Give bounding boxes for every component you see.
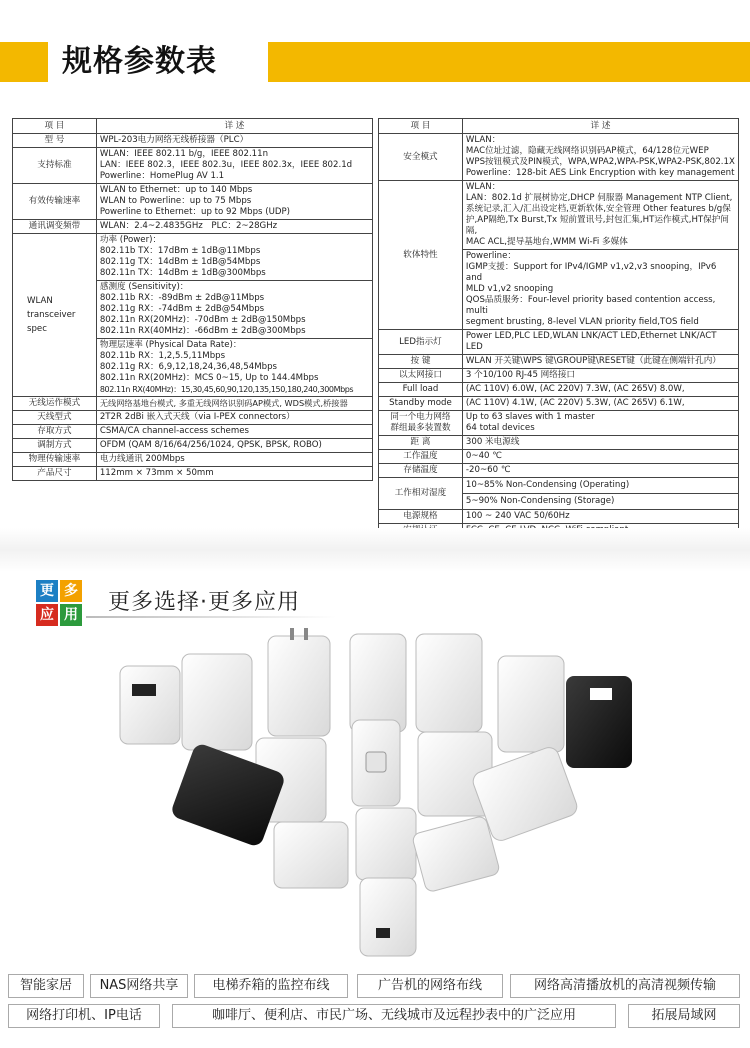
section-title: 更多选择·更多应用 xyxy=(108,590,300,615)
row-value xyxy=(96,184,372,220)
row-label: 调制方式 xyxy=(13,439,97,453)
spec-table-left xyxy=(12,118,373,481)
header-bar-right xyxy=(268,42,750,82)
table-row xyxy=(379,478,739,510)
tag: 网络高清播放机的高清视频传输 xyxy=(510,974,740,998)
device-adapter xyxy=(498,656,564,752)
col-detail: 详 述 xyxy=(96,119,372,134)
label-line: transceiver xyxy=(27,310,76,320)
more-apps-badge xyxy=(36,580,84,626)
device-adapter-black xyxy=(566,676,632,768)
table-row xyxy=(13,234,373,281)
row-label: 安全模式 xyxy=(379,134,463,181)
table-row xyxy=(379,383,739,397)
value-line: LAN：802.1d 扩展树协定,DHCP 伺服器 Management NTP Client, xyxy=(465,193,733,203)
table-row xyxy=(13,397,373,411)
table-row xyxy=(379,355,739,369)
row-label: 距 离 xyxy=(379,436,463,450)
device-adapter xyxy=(360,878,416,956)
value-line: 802.11n TX：14dBm ± 1dB@300Mbps xyxy=(99,268,266,278)
title-underline xyxy=(86,616,336,618)
row-value xyxy=(462,478,738,510)
value-line: 64 total devices xyxy=(465,423,535,433)
product-photo xyxy=(100,628,650,958)
row-value xyxy=(462,134,738,181)
value-line: 802.11g RX：-74dBm ± 2dB@54Mbps xyxy=(99,304,265,314)
row-value: (AC 110V) 6.0W, (AC 220V) 7.3W, (AC 265V) 8.0W, xyxy=(462,383,738,397)
table-row xyxy=(379,134,739,181)
table-row xyxy=(13,148,373,184)
badge-cell: 应 xyxy=(36,604,58,626)
tag: 咖啡厅、便利店、市民广场、无线城市及远程抄表中的广泛应用 xyxy=(172,1004,616,1028)
value-line: Powerline： xyxy=(465,251,517,261)
table-row xyxy=(379,369,739,383)
row-value xyxy=(462,250,738,330)
value-line: 802.11n RX(40MHz)：15,30,45,60,90,120,135,150,180,240,300Mbps xyxy=(99,385,354,394)
row-value: CSMA/CA channel-access schemes xyxy=(96,425,372,439)
row-label: 产品尺寸 xyxy=(13,467,97,481)
value-line: QOS品质服务：Four-level priority based contention access, multi xyxy=(465,295,716,316)
table-row xyxy=(379,330,739,355)
row-label: 型 号 xyxy=(13,134,97,148)
table-row xyxy=(13,453,373,467)
table-row xyxy=(379,510,739,524)
value-line: 物理层速率 (Physical Data Rate)： xyxy=(99,340,242,350)
table-row xyxy=(13,220,373,234)
table-row xyxy=(13,411,373,425)
value-line: 5~90% Non-Condensing (Storage) xyxy=(465,496,615,506)
label-line: WLAN xyxy=(27,296,53,306)
row-label: 按 键 xyxy=(379,355,463,369)
table-header-row xyxy=(379,119,739,134)
value-line: WLAN to Ethernet：up to 140 Mbps xyxy=(99,185,253,195)
tag: NAS网络共享 xyxy=(90,974,188,998)
device-adapter xyxy=(268,628,330,736)
device-adapter xyxy=(182,654,252,750)
value-line: WPS按钮模式及PIN模式，WPA,WPA2,WPA-PSK,WPA2-PSK,802.1X xyxy=(465,157,735,167)
table-header-row xyxy=(13,119,373,134)
tag: 广告机的网络布线 xyxy=(357,974,503,998)
section-divider xyxy=(0,528,750,572)
table-row xyxy=(379,411,739,436)
device-adapter xyxy=(416,634,482,732)
row-label-wlan xyxy=(13,234,97,397)
value-line: Powerline to Ethernet：up to 92 Mbps (UDP) xyxy=(99,207,291,217)
row-value xyxy=(96,281,372,339)
value-line: MAC ACL,提导基地台,WMM Wi-Fi 多媒体 xyxy=(465,237,628,247)
value-line: 802.11n RX(40MHz)：-66dBm ± 2dB@300Mbps xyxy=(99,326,306,336)
value-line: Powerline：HomePlug AV 1.1 xyxy=(99,171,225,181)
table-row xyxy=(379,450,739,464)
table-row xyxy=(13,467,373,481)
tag: 智能家居 xyxy=(8,974,84,998)
col-item: 项 目 xyxy=(379,119,463,134)
row-value: 2T2R 2dBi 嵌入式天线（via I-PEX connectors） xyxy=(96,411,372,425)
label-line: spec xyxy=(27,324,47,334)
row-value: 电力线通讯 200Mbps xyxy=(96,453,372,467)
tag: 网络打印机、IP电话 xyxy=(8,1004,160,1028)
row-label: LED指示灯 xyxy=(379,330,463,355)
value-line: 802.11n RX(20MHz)：-70dBm ± 2dB@150Mbps xyxy=(99,315,306,325)
row-label xyxy=(379,411,463,436)
row-value: 无线网络基地台模式, 多重无线网络识别码AP模式, WDS模式,桥接器 xyxy=(96,397,372,411)
value-line: 感测度 (Sensitivity)： xyxy=(99,282,189,292)
row-value: 0~40 ℃ xyxy=(462,450,738,464)
row-label: Full load xyxy=(379,383,463,397)
table-row xyxy=(13,439,373,453)
device-adapter xyxy=(350,634,406,732)
row-label: 天线型式 xyxy=(13,411,97,425)
tag: 电梯乔箱的监控布线 xyxy=(194,974,348,998)
row-label: 无线运作模式 xyxy=(13,397,97,411)
badge-cell: 多 xyxy=(60,580,82,602)
table-row xyxy=(379,181,739,250)
row-value: 300 米电源线 xyxy=(462,436,738,450)
table-row xyxy=(13,134,373,148)
value-line: Powerline：128-bit AES Link Encryption with key management xyxy=(465,168,735,178)
value-line: 10~85% Non-Condensing (Operating) xyxy=(463,478,738,494)
row-value: 100 ~ 240 VAC 50/60Hz xyxy=(462,510,738,524)
row-label: 电源规格 xyxy=(379,510,463,524)
row-label: 存储温度 xyxy=(379,464,463,478)
col-item: 项 目 xyxy=(13,119,97,134)
row-value: WLAN：2.4~2.4835GHz PLC：2~28GHz xyxy=(96,220,372,234)
table-row xyxy=(379,397,739,411)
label-line: 群组最多装置数 xyxy=(390,423,451,433)
value-line: 802.11b RX：1,2,5.5,11Mbps xyxy=(99,351,226,361)
value-line: 护,AP隔绝,Tx Burst,Tx 短前置讯号,封包汇集,HT运作模式,HT保护间隔, xyxy=(465,215,729,236)
row-label: Standby mode xyxy=(379,397,463,411)
device-adapter xyxy=(356,808,416,880)
badge-cell: 用 xyxy=(60,604,82,626)
value-line: 802.11b TX：17dBm ± 1dB@11Mbps xyxy=(99,246,261,256)
row-value xyxy=(96,234,372,281)
value-line: 功率 (Power)： xyxy=(99,235,162,245)
table-row xyxy=(379,464,739,478)
device-adapter xyxy=(352,720,400,806)
table-row xyxy=(379,436,739,450)
value-line: segment brusting, 8-level VLAN priority field,TOS field xyxy=(465,317,699,327)
value-line: Up to 63 slaves with 1 master xyxy=(465,412,595,422)
value-line: WLAN：IEEE 802.11 b/g，IEEE 802.11n xyxy=(99,149,269,159)
label-line: 同一个电力网络 xyxy=(390,412,451,422)
device-adapter xyxy=(274,822,348,888)
tag: 拓展局域网 xyxy=(628,1004,740,1028)
value-line: 802.11g RX：6,9,12,18,24,36,48,54Mbps xyxy=(99,362,278,372)
row-value xyxy=(462,181,738,250)
row-label: 工作相对湿度 xyxy=(379,478,463,510)
value-line: 系统记录,汇入/汇出设定档,更新软体,安全管理 Other features b/g保 xyxy=(465,204,731,214)
value-line: 802.11n RX(20MHz)：MCS 0~15, Up to 144.4Mbps xyxy=(99,373,319,383)
value-line: WLAN： xyxy=(465,135,501,145)
row-value: 3 个10/100 RJ-45 网络接口 xyxy=(462,369,738,383)
header-bar-left xyxy=(0,42,48,82)
row-label: 存取方式 xyxy=(13,425,97,439)
device-adapter xyxy=(412,815,501,893)
row-label: 以太网接口 xyxy=(379,369,463,383)
row-value: Power LED,PLC LED,WLAN LNK/ACT LED,Ethernet LNK/ACT LED xyxy=(462,330,738,355)
page-title: 规格参数表 xyxy=(62,44,217,79)
row-label: 物理传输速率 xyxy=(13,453,97,467)
value-line: 802.11g TX：14dBm ± 1dB@54Mbps xyxy=(99,257,261,267)
table-row xyxy=(13,184,373,220)
row-label: 软体特性 xyxy=(379,181,463,330)
value-line: IGMP支援：Support for IPv4/IGMP v1,v2,v3 snooping，IPv6 and xyxy=(465,262,717,283)
row-value xyxy=(96,148,372,184)
row-value xyxy=(96,339,372,397)
value-line: 802.11b RX：-89dBm ± 2dB@11Mbps xyxy=(99,293,265,303)
row-label: 通讯调变频带 xyxy=(13,220,97,234)
row-value: OFDM (QAM 8/16/64/256/1024, QPSK, BPSK, ROBO) xyxy=(96,439,372,453)
row-value xyxy=(462,411,738,436)
device-adapter xyxy=(120,666,180,744)
table-row xyxy=(13,425,373,439)
spec-table-right xyxy=(378,118,739,538)
row-label: 工作温度 xyxy=(379,450,463,464)
value-line: MAC位址过滤，隐藏无线网络识别码AP模式，64/128位元WEP xyxy=(465,146,709,156)
value-line: WLAN to Powerline：up to 75 Mbps xyxy=(99,196,252,206)
col-detail: 详 述 xyxy=(462,119,738,134)
value-line: LAN：IEEE 802.3，IEEE 802.3u，IEEE 802.3x，IEEE 802.1d xyxy=(99,160,353,170)
row-value: WLAN 开关键\WPS 键\GROUP键\RESET键（此键在侧端针孔内） xyxy=(462,355,738,369)
row-value: (AC 110V) 4.1W, (AC 220V) 5.3W, (AC 265V) 6.1W, xyxy=(462,397,738,411)
spec-header xyxy=(0,42,750,82)
row-value: WPL-203电力网络无线桥接器（PLC） xyxy=(96,134,372,148)
value-line: WLAN： xyxy=(465,182,501,192)
row-label: 支持标准 xyxy=(13,148,97,184)
row-value: -20~60 ℃ xyxy=(462,464,738,478)
badge-cell: 更 xyxy=(36,580,58,602)
row-value: 112mm × 73mm × 50mm xyxy=(96,467,372,481)
value-line: MLD v1,v2 snooping xyxy=(465,284,554,294)
row-label: 有效传输速率 xyxy=(13,184,97,220)
